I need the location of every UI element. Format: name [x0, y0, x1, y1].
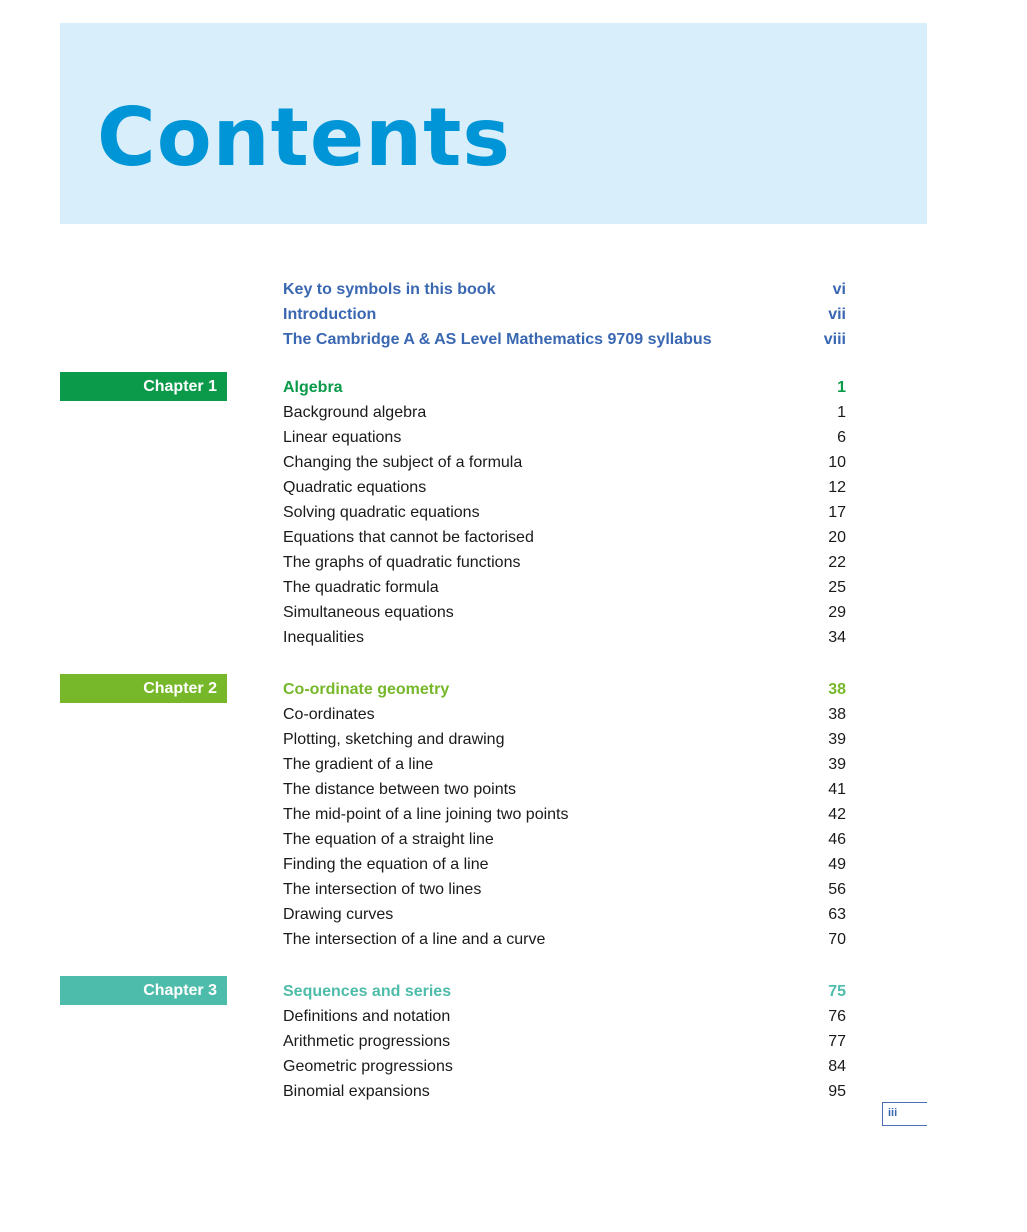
- toc-entry[interactable]: [283, 600, 846, 625]
- toc-entry[interactable]: [283, 827, 846, 852]
- toc-entry-title: Geometric progressions: [283, 1058, 453, 1075]
- toc-entry-page: 77: [828, 1033, 846, 1050]
- toc-entry-page: 39: [828, 756, 846, 773]
- toc-entry-page: 6: [837, 429, 846, 446]
- toc-entry-title: The equation of a straight line: [283, 831, 494, 848]
- toc-entry-syllabus[interactable]: [283, 327, 846, 352]
- toc-entry-title: The mid-point of a line joining two points: [283, 806, 569, 823]
- toc-entry-page: 42: [828, 806, 846, 823]
- toc-entry[interactable]: [283, 1004, 846, 1029]
- toc-entry-title: Solving quadratic equations: [283, 504, 480, 521]
- toc-entry-page: 41: [828, 781, 846, 798]
- chapter-1-tab: Chapter 1: [60, 372, 227, 401]
- toc-entry-title: Changing the subject of a formula: [283, 454, 523, 471]
- toc-entry-title: Co-ordinates: [283, 706, 375, 723]
- chapter-title: Co-ordinate geometry: [283, 681, 450, 698]
- toc-entry-page: 1: [837, 404, 846, 421]
- toc-entry-title: Key to symbols in this book: [283, 281, 496, 298]
- toc-entry-page: 56: [828, 881, 846, 898]
- toc-entry-title: The quadratic formula: [283, 579, 439, 596]
- toc-entry-page: 49: [828, 856, 846, 873]
- toc-entry[interactable]: [283, 852, 846, 877]
- toc-entry-title: Quadratic equations: [283, 479, 427, 496]
- toc-entry-page: 29: [828, 604, 846, 621]
- toc-entry-page: vi: [832, 281, 846, 298]
- toc-entry-title: Equations that cannot be factorised: [283, 529, 534, 546]
- chapter-page: 38: [828, 681, 846, 698]
- toc-entry-page: 95: [828, 1083, 846, 1100]
- toc-entry-title: Finding the equation of a line: [283, 856, 489, 873]
- toc-entry-title: The gradient of a line: [283, 756, 434, 773]
- toc-entry[interactable]: [283, 525, 846, 550]
- toc-entry[interactable]: [283, 702, 846, 727]
- toc-entry-title: The Cambridge A & AS Level Mathematics 9709 syllabus: [283, 331, 712, 348]
- toc-entry[interactable]: [283, 400, 846, 425]
- toc-entry-title: The graphs of quadratic functions: [283, 554, 521, 571]
- toc-entry-page: 76: [828, 1008, 846, 1025]
- toc-entry-introduction[interactable]: [283, 302, 846, 327]
- toc-entry-page: 10: [828, 454, 846, 471]
- toc-entry-title: The distance between two points: [283, 781, 517, 798]
- toc-entry-page: 63: [828, 906, 846, 923]
- toc-entry-title: Simultaneous equations: [283, 604, 454, 621]
- toc-entry-title: Drawing curves: [283, 906, 394, 923]
- toc-entry-title: The intersection of a line and a curve: [283, 931, 546, 948]
- toc-entry[interactable]: [283, 550, 846, 575]
- toc-entry[interactable]: [283, 1079, 846, 1104]
- toc-entry-page: 84: [828, 1058, 846, 1075]
- toc-entry-page: 20: [828, 529, 846, 546]
- toc-entry[interactable]: [283, 475, 846, 500]
- toc-entry[interactable]: [283, 752, 846, 777]
- toc-entry-page: 22: [828, 554, 846, 571]
- chapter-page: 1: [837, 379, 846, 396]
- chapter-1-heading[interactable]: [283, 375, 846, 400]
- toc-entry-page: 17: [828, 504, 846, 521]
- chapter-page: 75: [828, 983, 846, 1000]
- toc-entry[interactable]: [283, 727, 846, 752]
- toc-entry[interactable]: [283, 877, 846, 902]
- toc-entry[interactable]: [283, 575, 846, 600]
- toc-entry[interactable]: [283, 777, 846, 802]
- toc-entry[interactable]: [283, 500, 846, 525]
- toc-entry-page: 34: [828, 629, 846, 646]
- chapter-title: Algebra: [283, 379, 343, 396]
- toc-entry-title: The intersection of two lines: [283, 881, 482, 898]
- toc-entry-title: Plotting, sketching and drawing: [283, 731, 505, 748]
- toc-entry[interactable]: [283, 927, 846, 952]
- toc-entry-page: 39: [828, 731, 846, 748]
- toc-entry[interactable]: [283, 425, 846, 450]
- toc-entry-page: 12: [828, 479, 846, 496]
- toc-entry-page: viii: [823, 331, 846, 348]
- toc-entry-title: Linear equations: [283, 429, 402, 446]
- toc-entry-page: 25: [828, 579, 846, 596]
- toc-entry-page: 46: [828, 831, 846, 848]
- toc-entry-title: Background algebra: [283, 404, 427, 421]
- toc-entry[interactable]: [283, 1029, 846, 1054]
- page-number-folio: iii: [882, 1102, 927, 1126]
- toc-entry[interactable]: [283, 802, 846, 827]
- page-title: Contents: [97, 91, 511, 184]
- toc-entry-page: 70: [828, 931, 846, 948]
- chapter-2-tab: Chapter 2: [60, 674, 227, 703]
- toc-entry-page: vii: [828, 306, 846, 323]
- toc-entry[interactable]: [283, 450, 846, 475]
- toc-entry-title: Binomial expansions: [283, 1083, 430, 1100]
- chapter-2-heading[interactable]: [283, 677, 846, 702]
- toc-entry[interactable]: [283, 1054, 846, 1079]
- toc-entry-key-to-symbols[interactable]: [283, 277, 846, 302]
- toc-entry[interactable]: [283, 625, 846, 650]
- toc-entry-title: Definitions and notation: [283, 1008, 451, 1025]
- toc-entry-title: Inequalities: [283, 629, 364, 646]
- toc-entry-title: Arithmetic progressions: [283, 1033, 451, 1050]
- toc-entry-page: 38: [828, 706, 846, 723]
- chapter-3-tab: Chapter 3: [60, 976, 227, 1005]
- toc-entry[interactable]: [283, 902, 846, 927]
- toc-entry-title: Introduction: [283, 306, 377, 323]
- chapter-title: Sequences and series: [283, 983, 452, 1000]
- chapter-3-heading[interactable]: [283, 979, 846, 1004]
